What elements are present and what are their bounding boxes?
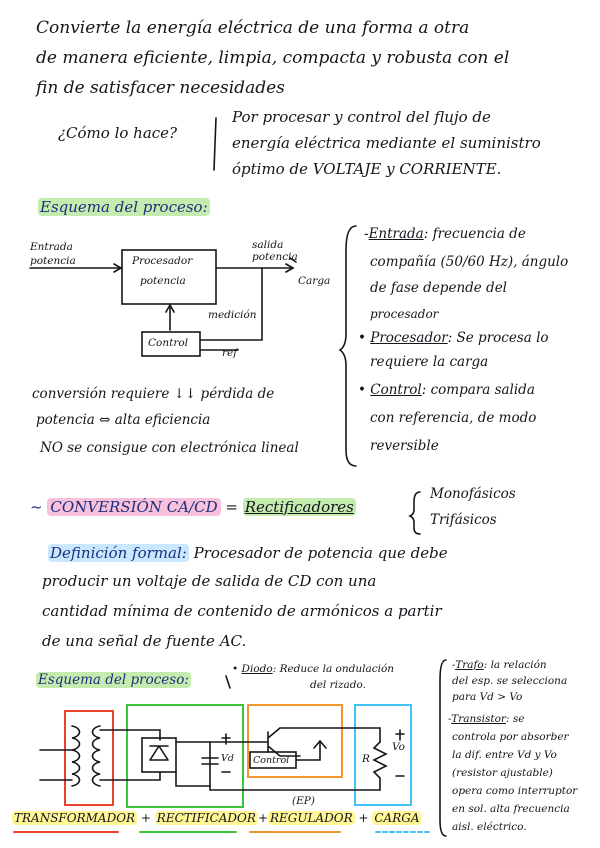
how-divider-line xyxy=(214,118,216,170)
how-answer-2: energía eléctrica mediante el suministro xyxy=(232,134,541,152)
ref-label: ref xyxy=(222,347,238,359)
regulator-control-block xyxy=(250,752,296,768)
definition-line-2: producir un voltaje de salida de CD con una xyxy=(42,572,377,590)
r-label: R xyxy=(362,753,370,765)
transistor-note-line-3: la dif. entre Vd y Vo xyxy=(452,749,557,761)
measurement-label: medición xyxy=(208,309,257,321)
primary-coil xyxy=(72,726,80,786)
note-entrada-line-2: compañía (50/60 Hz), ángulo xyxy=(370,254,569,270)
trafo-note-line-1: -Trafo: la relación xyxy=(452,659,547,671)
processor-block xyxy=(122,250,216,304)
definition-line-3: cantidad mínima de contenido de armónicos a partir xyxy=(42,602,442,620)
regulator-control-label: Control xyxy=(253,755,290,766)
rectifier-types-brace xyxy=(410,492,420,534)
diode-icon xyxy=(150,746,168,760)
input-label-2: potencia xyxy=(30,255,76,267)
diode-note-line-2: del rizado. xyxy=(310,679,366,691)
conversion-text-3: NO se consigue con electrónica lineal xyxy=(40,440,299,456)
transistor-note-line-4: (resistor ajustable) xyxy=(452,767,553,779)
conversion-title-row: ~ CONVERSIÓN CA/CD = Rectificadores xyxy=(30,498,354,516)
note-control-line-1: • Control: compara salida xyxy=(358,382,535,398)
return-wire xyxy=(210,786,380,790)
output-label-2: potencia xyxy=(252,251,298,263)
transistor-note-line-5: opera como interruptor xyxy=(452,785,578,797)
diode-bullet-divider xyxy=(226,676,230,688)
load-label: Carga xyxy=(298,275,331,287)
vo-label: Vo xyxy=(392,741,405,753)
rectifier-type-2: Trifásicos xyxy=(430,512,497,528)
note-entrada-line-3: de fase depende del xyxy=(370,280,508,296)
intro-line-1: Convierte la energía eléctrica de una forma a otra xyxy=(36,18,470,38)
rectifier-type-1: Monofásicos xyxy=(430,486,516,502)
block-names-row: TRANSFORMADOR + RECTIFICADOR + REGULADOR + CARGA xyxy=(14,811,420,825)
vd-label: Vd xyxy=(221,753,234,764)
note-procesador-line-1: • Procesador: Se procesa lo xyxy=(358,330,549,346)
notes-brace xyxy=(340,226,356,466)
definition-line-4: de una señal de fuente AC. xyxy=(42,632,247,650)
transistor-note-line-6: en sol. alta frecuencia xyxy=(452,803,570,815)
scheme1-heading: Esquema del proceso: xyxy=(40,198,208,216)
transistor-note-line-2: controla por absorber xyxy=(452,731,569,743)
how-answer-1: Por procesar y control del flujo de xyxy=(232,108,491,126)
scheme2-notes-brace xyxy=(440,660,446,836)
input-label-1: Entrada xyxy=(30,241,73,253)
control-block xyxy=(142,332,200,356)
how-answer-3: óptimo de VOLTAJE y CORRIENTE. xyxy=(232,160,502,178)
note-entrada-line-1: -Entrada: frecuencia de xyxy=(364,226,526,242)
intro-line-3: fin de satisfacer necesidades xyxy=(36,78,285,98)
bridge-rectifier xyxy=(142,738,176,772)
transistor-note-line-1: -Transistor: se xyxy=(448,713,525,725)
secondary-coil xyxy=(93,726,101,786)
vo-polarity xyxy=(396,730,404,776)
output-tick xyxy=(290,258,296,262)
processor-label-2: potencia xyxy=(140,275,186,287)
trafo-note-line-3: para Vd > Vo xyxy=(452,691,523,703)
how-question: ¿Cómo lo hace? xyxy=(58,124,178,142)
reg-output-wire xyxy=(280,728,380,742)
note-control-line-2: con referencia, de modo xyxy=(370,410,537,426)
trafo-note-line-2: del esp. se selecciona xyxy=(452,675,568,687)
diode-note-line-1: • Diodo: Reduce la ondulación xyxy=(232,663,395,675)
processor-label-1: Procesador xyxy=(132,255,193,267)
conversion-text-1: conversión requiere ↓↓ pérdida de xyxy=(32,386,275,402)
ep-label: (EP) xyxy=(292,795,315,807)
transistor-note-line-7: aisl. eléctrico. xyxy=(452,821,527,833)
scheme2-heading: Esquema del proceso: xyxy=(38,672,189,688)
definition-line-1: Definición formal: Procesador de potencia que debe xyxy=(50,544,448,562)
note-entrada-line-4: procesador xyxy=(370,307,439,321)
control-label: Control xyxy=(148,337,189,349)
note-control-line-3: reversible xyxy=(370,438,439,454)
conversion-text-2: potencia ⇔ alta eficiencia xyxy=(36,412,211,428)
output-label-1: salida xyxy=(252,239,284,251)
note-procesador-line-2: requiere la carga xyxy=(370,354,489,370)
secondary-bottom-wire xyxy=(100,772,160,780)
load-resistor-icon xyxy=(374,742,386,790)
intro-line-2: de manera eficiente, limpia, compacta y robusta con el xyxy=(36,48,510,68)
